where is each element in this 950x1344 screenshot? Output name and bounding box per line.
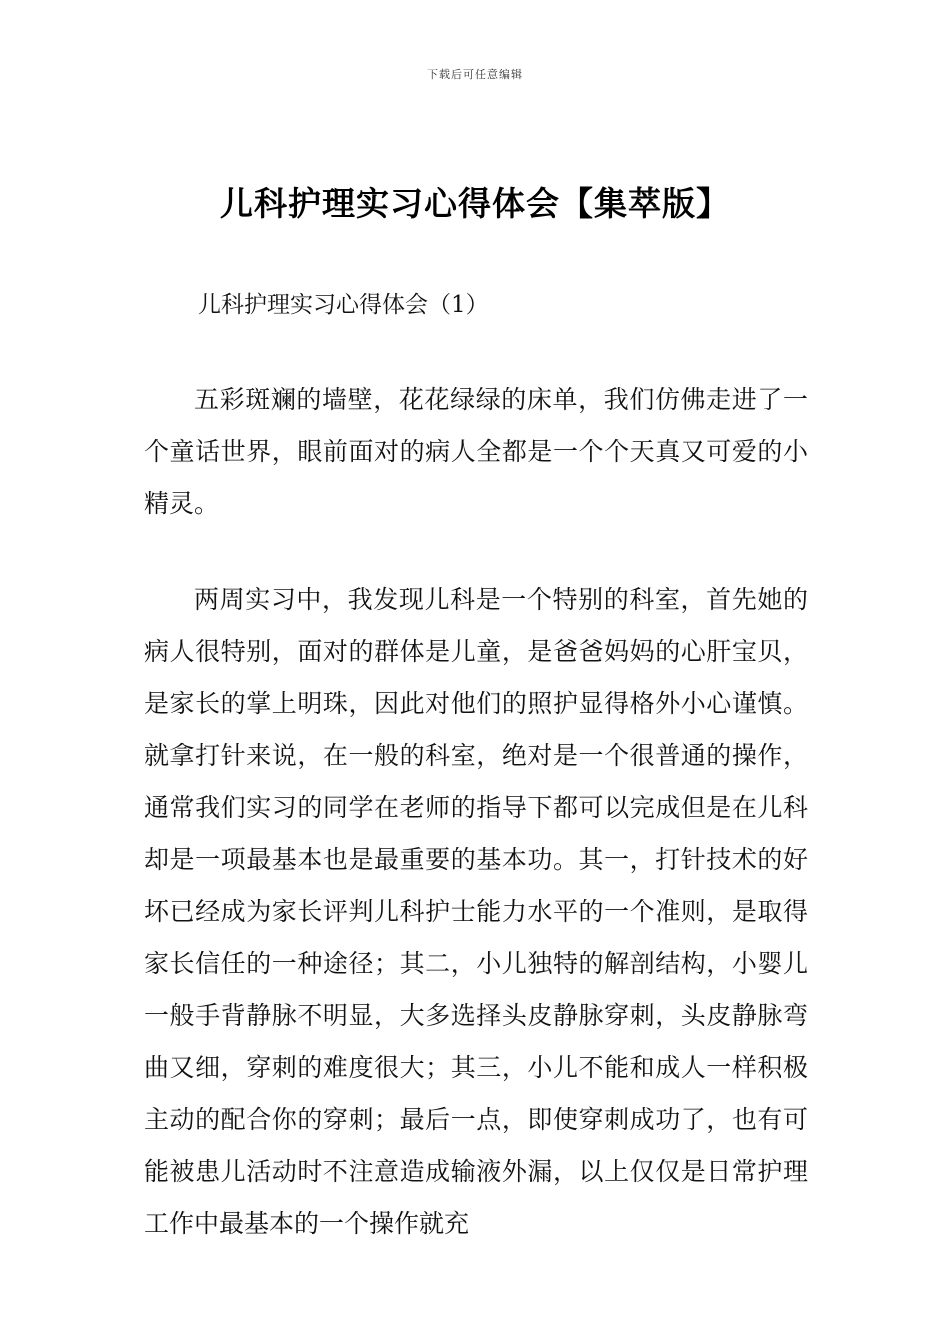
paragraph-experience: 两周实习中，我发现儿科是一个特别的科室，首先她的病人很特别，面对的群体是儿童，是爸爸妈妈的心肝宝贝，是家长的掌上明珠，因此对他们的照护显得格外小心谨慎。就拿打针来说，在一般的科室，绝对是一个很普通的操作，通常我们实习的同学在老师的指导下都可以完成但是在儿科却是一项最基本也是最重要的基本功。其一，打针技术的好坏已经成为家长评判儿科护士能力水平的一个准则，是取得家长信任的一种途径；其二，小儿独特的解剖结构，小婴儿一般手背静脉不明显，大多选择头皮静脉穿刺，头皮静脉弯曲又细，穿刺的难度很大；其三，小儿不能和成人一样积极主动的配合你的穿刺；最后一点，即使穿刺成功了，也有可能被患儿活动时不注意造成输液外漏，以上仅仅是日常护理工作中最基本的一个操作就充: [144, 585, 808, 1238]
section-title: 儿科护理实习心得体会（1）: [198, 292, 489, 318]
document-title: 儿科护理实习心得体会【集萃版】: [220, 184, 730, 223]
paragraph-intro: 五彩斑斓的墙壁，花花绿绿的床单，我们仿佛走进了一个童话世界，眼前面对的病人全都是一个个天真又可爱的小精灵。: [144, 385, 808, 518]
header-note: 下载后可任意编辑: [427, 68, 523, 81]
